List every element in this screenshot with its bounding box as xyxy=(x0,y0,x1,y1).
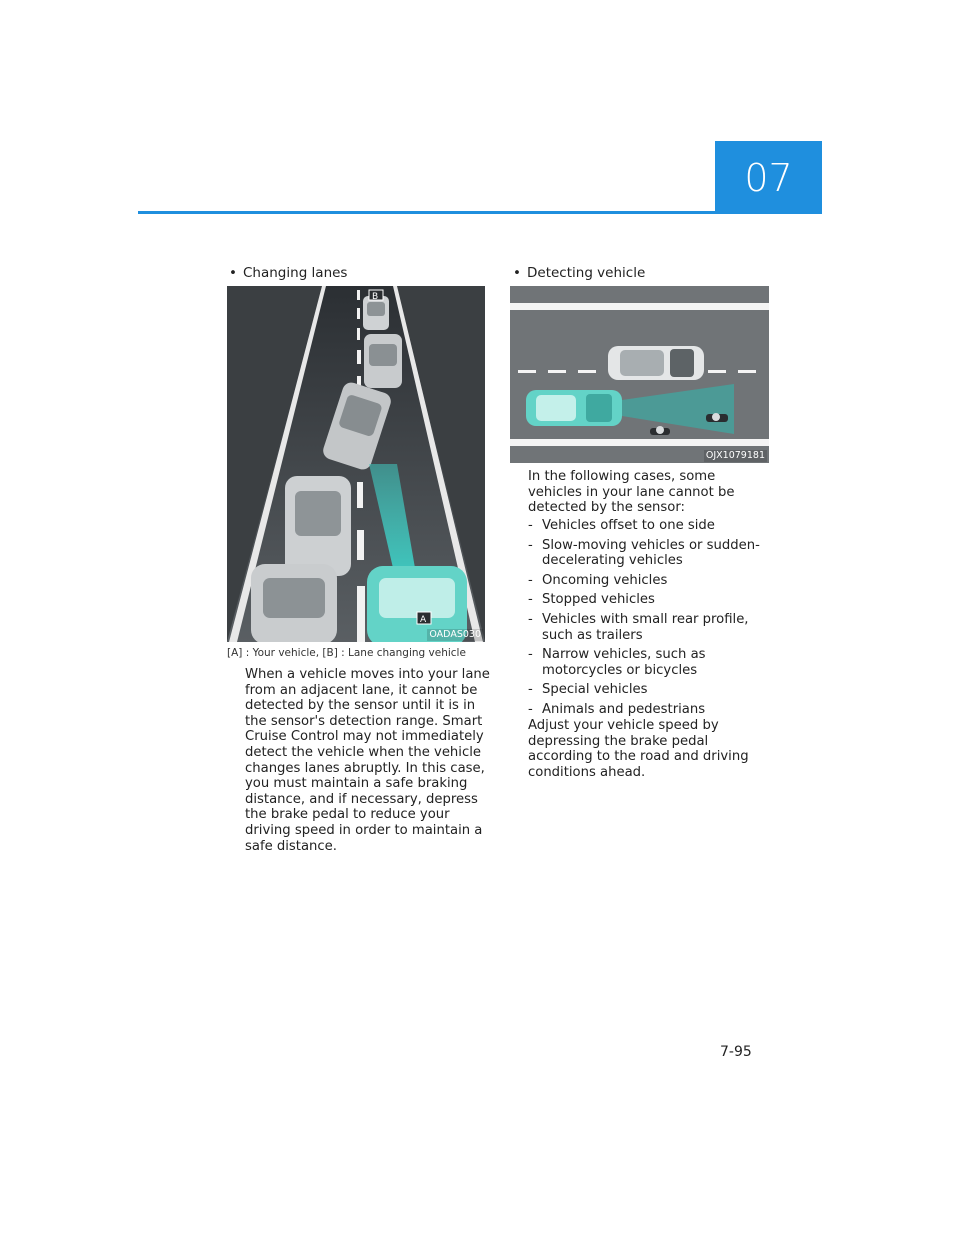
list-item: - Oncoming vehicles xyxy=(528,572,668,588)
section-title-text: Changing lanes xyxy=(243,265,348,281)
undetected-vehicles-list xyxy=(528,518,772,722)
section-title-text: Detecting vehicle xyxy=(527,265,646,281)
section-title-changing-lanes xyxy=(229,265,347,281)
motorcycle-icon xyxy=(706,413,728,422)
detection-intro: In the following cases, some vehicles in your lane cannot be detected by the sensor: xyxy=(528,469,735,516)
lane-change-illustration xyxy=(227,286,485,642)
list-item: - Slow-moving vehicles or sudden-decelerating vehicles xyxy=(528,537,760,569)
bullet-icon: • xyxy=(229,265,237,281)
your-vehicle xyxy=(526,390,622,426)
chapter-tab: 07 xyxy=(715,141,822,214)
figure-code: OADAS030 xyxy=(429,629,481,640)
list-item: - Animals and pedestrians xyxy=(528,701,706,717)
header-rule xyxy=(138,211,715,214)
closing-paragraph: Adjust your vehicle speed by depressing the brake pedal according to the road and driving conditions ahead. xyxy=(528,718,749,780)
label-a: A xyxy=(420,615,427,625)
white-vehicle xyxy=(608,346,704,380)
label-b: B xyxy=(372,292,379,302)
bullet-icon: • xyxy=(513,265,521,281)
lane-change-figure xyxy=(227,286,485,642)
figure-code: OJX1079181 xyxy=(705,450,765,461)
lane-change-paragraph: When a vehicle moves into your lane from an adjacent lane, it cannot be detected by the sensor until it is in the sensor's detection range. Smart Cruise Control may not immediately detect the vehicle when the vehicle changes lanes abruptly. In this case, you must maintain a safe braking distance, and if necessary, depress the brake pedal to reduce your driving speed in order to maintain a safe distance. xyxy=(245,667,490,854)
detecting-vehicle-illustration xyxy=(510,286,769,463)
list-item: - Stopped vehicles xyxy=(528,592,655,608)
detecting-vehicle-figure xyxy=(510,286,769,463)
list-item: - Narrow vehicles, such as motorcycles or bicycles xyxy=(528,647,706,678)
list-item: - Special vehicles xyxy=(528,682,648,698)
page-number: 7-95 xyxy=(720,1044,752,1060)
section-title-detecting-vehicle xyxy=(513,265,645,281)
figure-caption: [A] : Your vehicle, [B] : Lane changing vehicle xyxy=(227,647,466,659)
list-item: - Vehicles offset to one side xyxy=(528,518,715,533)
list-item: - Vehicles with small rear profile, such as trailers xyxy=(528,611,749,643)
